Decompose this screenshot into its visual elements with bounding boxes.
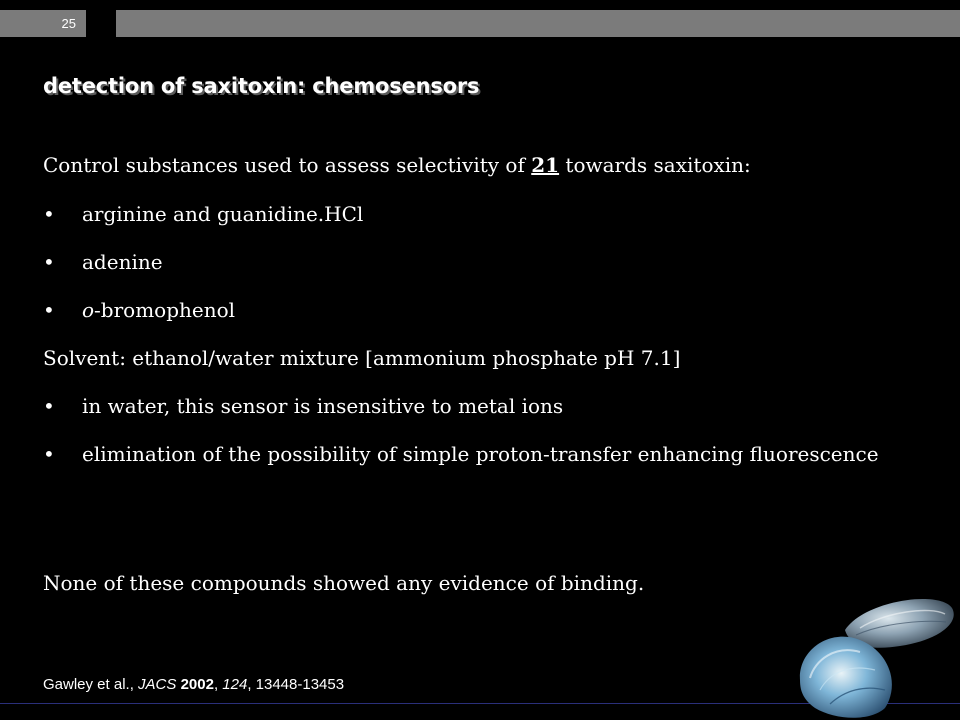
citation-authors: Gawley et al., (43, 676, 139, 693)
upper-shell (845, 599, 954, 648)
citation-volume: 124 (222, 676, 248, 693)
bullet-dot: • (43, 394, 55, 418)
list-item-text (82, 295, 235, 325)
citation-pages: , 13448-13453 (247, 676, 345, 693)
bullet-dot: • (43, 202, 55, 226)
intro-text-before: Control substances used to assess selectivity of (43, 153, 532, 177)
list-item-text: adenine (82, 250, 163, 274)
ortho-prefix: o (82, 298, 95, 322)
citation-journal: JACS (138, 676, 177, 693)
citation-year: 2002 (180, 676, 214, 693)
bullet-dot: • (43, 442, 55, 466)
intro-paragraph (43, 150, 751, 180)
bullet-dot: • (43, 298, 55, 322)
solvent-paragraph: Solvent: ethanol/water mixture [ammonium phosphate pH 7.1] (43, 346, 681, 370)
compound-number: 21 (531, 153, 560, 177)
lower-shell (800, 637, 892, 718)
header-bar-right (116, 10, 960, 37)
list-item-text: arginine and guanidine.HCl (82, 202, 364, 226)
bromophenol-rest: -bromophenol (94, 298, 236, 322)
list-item-text: in water, this sensor is insensitive to metal ions (82, 394, 564, 418)
conclusion-paragraph: None of these compounds showed any evidence of binding. (43, 571, 645, 595)
slide-number: 25 (61, 16, 76, 31)
mussel-shells-image (790, 590, 960, 720)
citation: Gawley et al., JACS 2002, 124, 13448-13453 (43, 676, 345, 693)
intro-text-after: towards saxitoxin: (559, 153, 751, 177)
list-item-text: elimination of the possibility of simple proton-transfer enhancing fluorescence (82, 442, 879, 466)
bullet-dot: • (43, 250, 55, 274)
slide-title: detection of saxitoxin: chemosensors (43, 74, 480, 98)
